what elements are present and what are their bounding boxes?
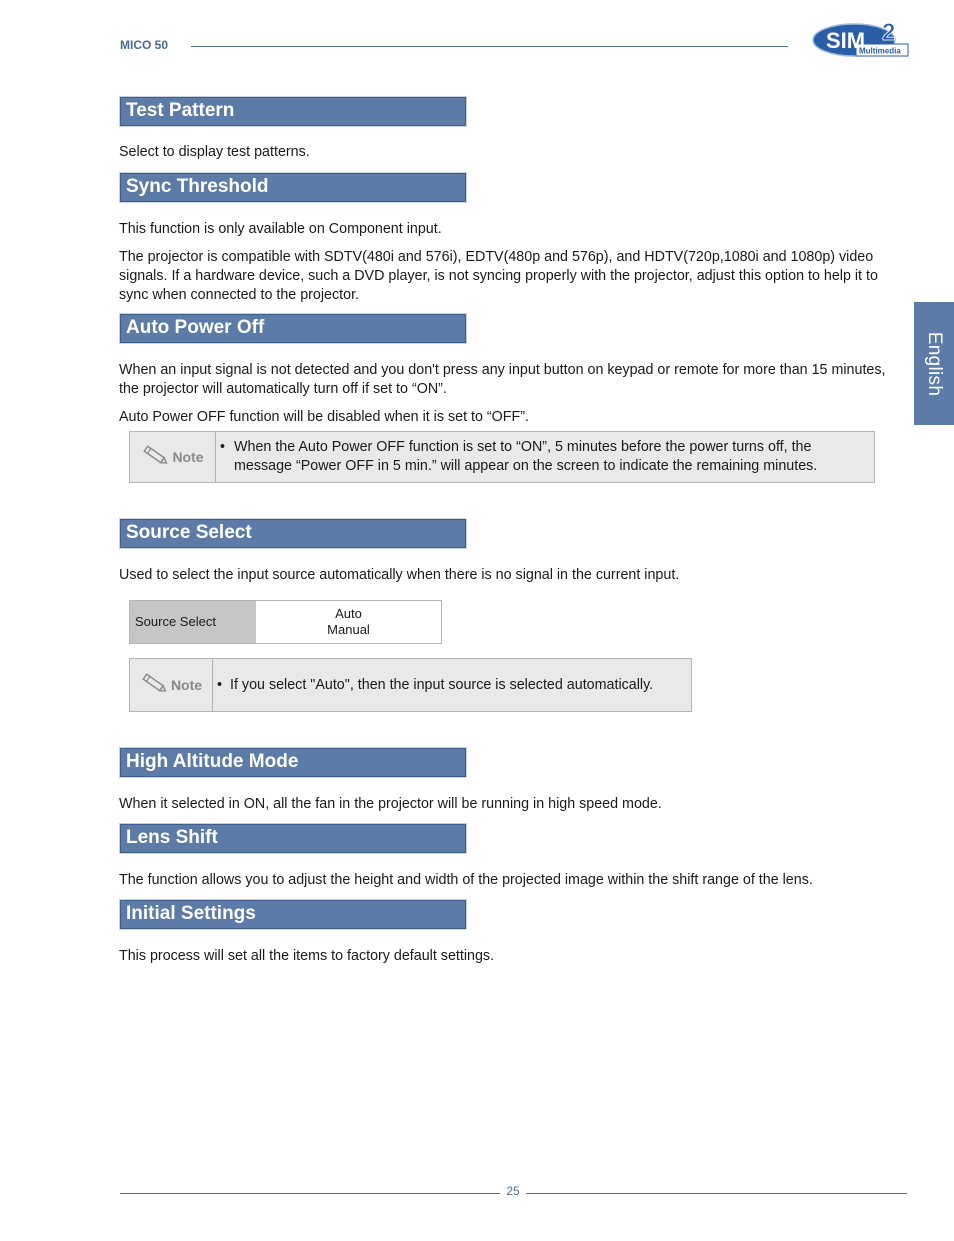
note-text: If you select "Auto", then the input source is selected automatically. (230, 677, 654, 693)
section-heading-sync-threshold: Sync Threshold (120, 173, 466, 202)
note-label (130, 432, 216, 482)
section-heading-initial-settings: Initial Settings (120, 900, 466, 929)
pencil-icon (140, 671, 168, 700)
note-box-auto-power-off (129, 431, 875, 483)
note-box-source-select (129, 658, 692, 712)
sync-threshold-text-1: This function is only available on Component input. (119, 221, 442, 237)
note-body (217, 676, 687, 695)
language-tab[interactable] (914, 302, 954, 425)
note-label-text: Note (170, 677, 203, 693)
note-label (130, 659, 213, 711)
section-heading-test-pattern: Test Pattern (120, 97, 466, 126)
initial-settings-text: This process will set all the items to factory default settings. (119, 948, 495, 964)
option-manual: Manual (327, 622, 370, 637)
section-heading-lens-shift: Lens Shift (120, 824, 466, 853)
footer-rule-right (526, 1193, 907, 1194)
pencil-icon (141, 443, 169, 472)
option-auto: Auto (335, 606, 362, 621)
note-text: When the Auto Power OFF function is set to “ON”, 5 minutes before the power turns off, the message “Power OFF in 5 min.” will appear on the screen to indicate the remaining minutes. (234, 439, 818, 474)
footer-rule-left (120, 1193, 500, 1194)
lens-shift-text: The function allows you to adjust the height and width of the projected image within the shift range of the lens. (119, 872, 813, 888)
section-heading-high-altitude-mode: High Altitude Mode (120, 748, 466, 777)
note-bullet: • (220, 439, 226, 455)
svg-text:2: 2 (882, 19, 896, 46)
options-table-label: Source Select (130, 601, 256, 643)
options-table-values (256, 601, 441, 643)
svg-text:SIM: SIM (826, 28, 866, 53)
auto-power-off-text-1: When an input signal is not detected and you don't press any input button on keypad or remote for more than 15 minutes, the projector will automatically turn off if set to “ON”. (119, 362, 886, 397)
note-bullet: • (217, 677, 223, 693)
source-select-options-table (129, 600, 442, 644)
high-altitude-text: When it selected in ON, all the fan in the projector will be running in high speed mode. (119, 796, 662, 812)
section-heading-source-select: Source Select (120, 519, 466, 548)
test-pattern-text: Select to display test patterns. (119, 144, 310, 160)
source-select-text: Used to select the input source automatically when there is no signal in the current input. (119, 567, 680, 583)
svg-text:Multimedia: Multimedia (859, 46, 901, 56)
section-heading-auto-power-off: Auto Power Off (120, 314, 466, 343)
sync-threshold-text-2: The projector is compatible with SDTV(480i and 576i), EDTV(480p and 576p), and HDTV(720p,1080i and 1080p) video signals. If a hardware device, such a DVD player, is not syncing properly with the projector, adjust this option to help it to sync when connected to the projector. (119, 249, 878, 303)
note-body (220, 438, 860, 476)
document-model: MICO 50 (120, 38, 169, 52)
language-tab-label: English (924, 331, 946, 396)
auto-power-off-text-2: Auto Power OFF function will be disabled when it is set to “OFF”. (119, 409, 530, 425)
note-label-text: Note (172, 449, 204, 465)
sim2-logo (812, 16, 910, 58)
page-number: 25 (506, 1184, 520, 1198)
header-rule (191, 46, 788, 47)
